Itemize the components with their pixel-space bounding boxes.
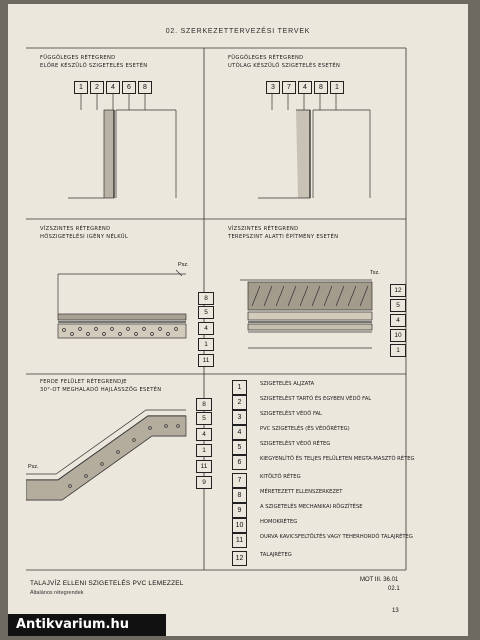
legend-item-3: 3 SZIGETELÉST VÉDŐ FAL: [232, 410, 422, 426]
panel1-wall-section-drawing: [68, 94, 188, 204]
panel2-seq-3: 4: [298, 81, 312, 94]
legend-item-10: 10 HOMOKRÉTEG: [232, 518, 422, 534]
panel2-seq-2: 7: [282, 81, 296, 94]
panel4-stack-2: 5: [390, 299, 406, 312]
panel5-stack-6: 9: [196, 476, 212, 489]
panel5-stack-4: 1: [196, 444, 212, 457]
panel1-seq-5: 8: [138, 81, 152, 94]
document-page: [8, 4, 468, 636]
panel5-stack-1: 8: [196, 398, 212, 411]
panel1-seq-3: 4: [106, 81, 120, 94]
legend-item-1: 1 SZIGETELÉS ALJZATA: [232, 380, 422, 396]
panel5-stack-2: 5: [196, 412, 212, 425]
panel3-stack-3: 4: [198, 322, 214, 335]
panel1-seq-4: 6: [122, 81, 136, 94]
legend-item-9: 9 A SZIGETELÉS MECHANIKAI RÖGZÍTÉSE: [232, 503, 422, 519]
panel2-seq-4: 8: [314, 81, 328, 94]
legend-item-11: 11 DURVA KAVICSFELTÖLTÉS VAGY TEHERHORDÓ TALAJRÉTEG: [232, 533, 422, 549]
panel3-stack-5: 11: [198, 354, 214, 367]
panel3-horizontal-section-drawing: [48, 266, 198, 346]
panel4-title: VÍZSZINTES RÉTEGREND TEREPSZINT ALATTI ÉPÍTMÉNY ESETÉN: [228, 226, 339, 240]
panel5-marker: Psz.: [28, 464, 39, 470]
panel2-wall-section-drawing: [258, 94, 378, 204]
panel4-stack-3: 4: [390, 314, 406, 327]
panel5-stack-3: 4: [196, 428, 212, 441]
panel5-title: FERDE FELÜLET RÉTEGRENDJE 30°-OT MEGHALADÓ HAJLÁSSZÖG ESETÉN: [40, 379, 162, 393]
panel2-seq-1: 3: [266, 81, 280, 94]
panel5-slope-section-drawing: [26, 396, 206, 514]
page-number: 13: [392, 608, 399, 614]
legend-item-7: 7 KITÖLTŐ RÉTEG: [232, 473, 422, 489]
legend-item-2: 2 SZIGETELÉST TARTÓ ÉS EGYBEN VÉDŐ FAL: [232, 395, 422, 411]
panel5-stack-5: 11: [196, 460, 212, 473]
panel4-stack-5: 1: [390, 344, 406, 357]
footer-title: TALAJVÍZ ELLENI SZIGETELÉS PVC LEMEZZEL: [30, 580, 184, 587]
panel1-seq-2: 2: [90, 81, 104, 94]
panel4-stack-4: 10: [390, 329, 406, 342]
panel3-stack-4: 1: [198, 338, 214, 351]
panel1-seq-1: 1: [74, 81, 88, 94]
panel1-title: FÜGGŐLEGES RÉTEGREND ELŐRE KÉSZÜLŐ SZIGETELÉS ESETÉN: [40, 55, 148, 69]
legend-item-8: 8 MÉRETEZETT ELLENSZERKEZET: [232, 488, 422, 504]
panel3-title: VÍZSZINTES RÉTEGREND HŐSZIGETELÉSI IGÉNY NÉLKÜL: [40, 226, 129, 240]
watermark-badge: Antikvarium.hu: [8, 614, 166, 636]
legend-item-12: 12 TALAJRÉTEG: [232, 551, 422, 567]
legend-item-5: 5 SZIGETELÉST VÉDŐ RÉTEG: [232, 440, 422, 456]
legend-item-6: 6 KIEGYENLÍTŐ ÉS TELJES FELÜLETEN MEGTA-MASZTÓ RÉTEG: [232, 455, 422, 471]
panel3-stack-2: 5: [198, 306, 214, 319]
panel4-underground-section-drawing: [240, 276, 380, 356]
panel2-seq-5: 1: [330, 81, 344, 94]
panel4-stack-1: 12: [390, 284, 406, 297]
panel3-marker: Psz.: [178, 262, 189, 268]
legend-item-4: 4 PVC SZIGETELÉS (ÉS VÉDŐRÉTEG): [232, 425, 422, 441]
footer-code-1: MOT III. 36.01: [360, 577, 399, 583]
footer-code-2: 02.1: [388, 586, 400, 592]
panel3-stack-1: 8: [198, 292, 214, 305]
footer-subtitle: Általános rétegrendek: [30, 590, 84, 596]
page-header: 02. SZERKEZETTERVEZÉSI TERVEK: [165, 28, 311, 35]
panel2-title: FÜGGŐLEGES RÉTEGREND UTÓLAG KÉSZÜLŐ SZIGETELÉS ESETÉN: [228, 55, 341, 69]
panel4-marker: Tsz.: [370, 270, 380, 276]
